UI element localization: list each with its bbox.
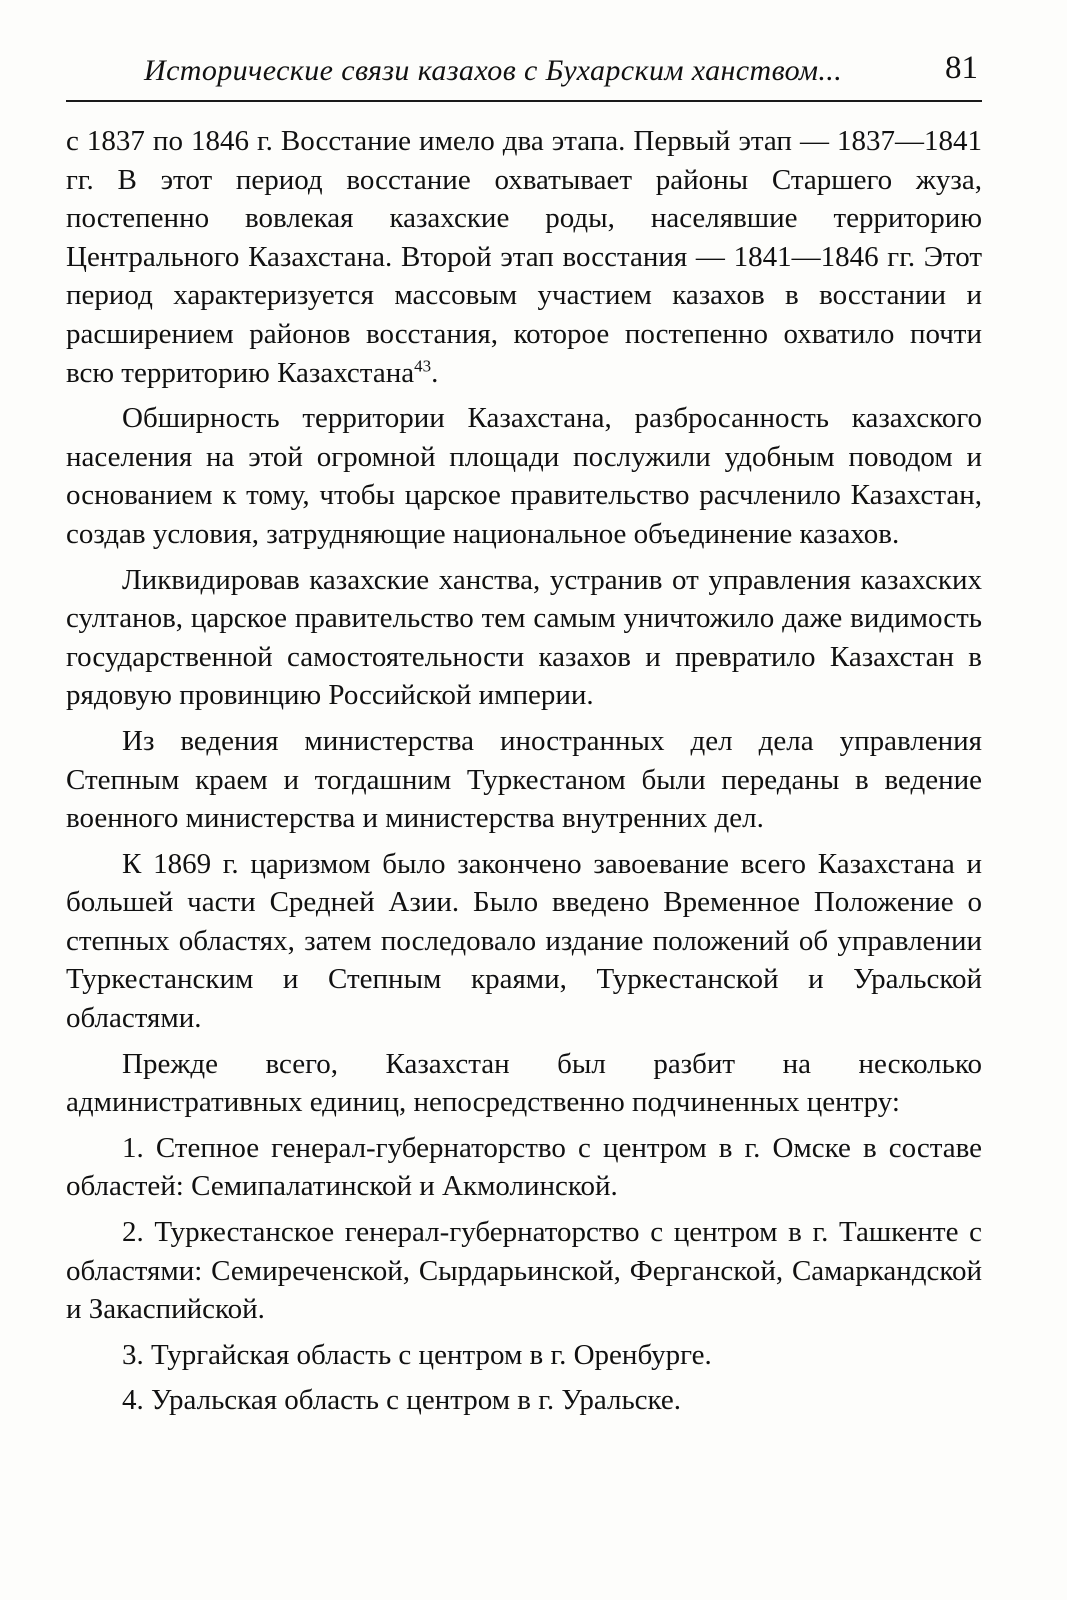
paragraph: Прежде всего, Казахстан был разбит на несколько административных единиц, непосредственно подчиненных центру: — [66, 1047, 982, 1119]
list-item: 2. Туркестанское генерал-губернаторство с центром в г. Ташкенте с областями: Семиреченской, Сырдарьинской, Ферганской, Самаркандской и Закаспийской. — [66, 1216, 982, 1326]
running-title: Исторические связи казахов с Бухарским ханством... — [144, 54, 843, 87]
paragraph: К 1869 г. царизмом было закончено завоевание всего Казахстана и большей части Средней Азии. Было введено Временное Положение о степных областях, затем последовало издание положений об управлении Туркестанским и Степным краями, Туркестанской и Уральской областями. — [66, 847, 982, 1035]
paragraph: Ликвидировав казахские ханства, устранив от управления казахских султанов, царское правительство тем самым уничтожило даже видимость государственной самостоятельности казахов и превратило Казахстан в рядовую провинцию Российской империи. — [66, 563, 982, 712]
paragraph — [66, 122, 982, 392]
running-header — [66, 42, 982, 102]
paragraph: Обширность территории Казахстана, разбросанность казахского населения на этой огромной площади послужили удобным поводом и основанием к тому, чтобы царское правительство расчленило Казахстан, создав условия, затрудняющие национальное объединение казахов. — [66, 402, 982, 550]
body-text — [66, 122, 982, 1427]
paragraph: Из ведения министерства иностранных дел дела управления Степным краем и тогдашним Туркестаном были переданы в ведение военного министерства и министерства внутренних дел. — [66, 724, 982, 835]
page-number: 81 — [945, 50, 978, 86]
footnote-reference: 43 — [414, 355, 432, 375]
paragraph-text: с 1837 по 1846 г. Восстание имело два этапа. Первый этап — 1837—1841 гг. В этот период восстание охватывает районы Старшего жуза, постепенно вовлекая казахские роды, населявшие территорию Центрального Казахстана. Второй этап восстания — 1841—1846 гг. Этот период характеризуется массовым участием казахов в восстании и расширением районов восстания, которое постепенно охватило почти всю территорию Казахстана — [66, 125, 982, 389]
list-item: 3. Тургайская область с центром в г. Оренбурге. — [122, 1338, 712, 1371]
paragraph-end-punctuation: . — [431, 356, 439, 389]
administrative-units-list — [66, 1129, 982, 1420]
list-item: 4. Уральская область с центром в г. Уральске. — [122, 1384, 682, 1417]
list-item: 1. Степное генерал-губернаторство с центром в г. Омске в составе областей: Семипалатинской и Акмолинской. — [66, 1131, 982, 1203]
